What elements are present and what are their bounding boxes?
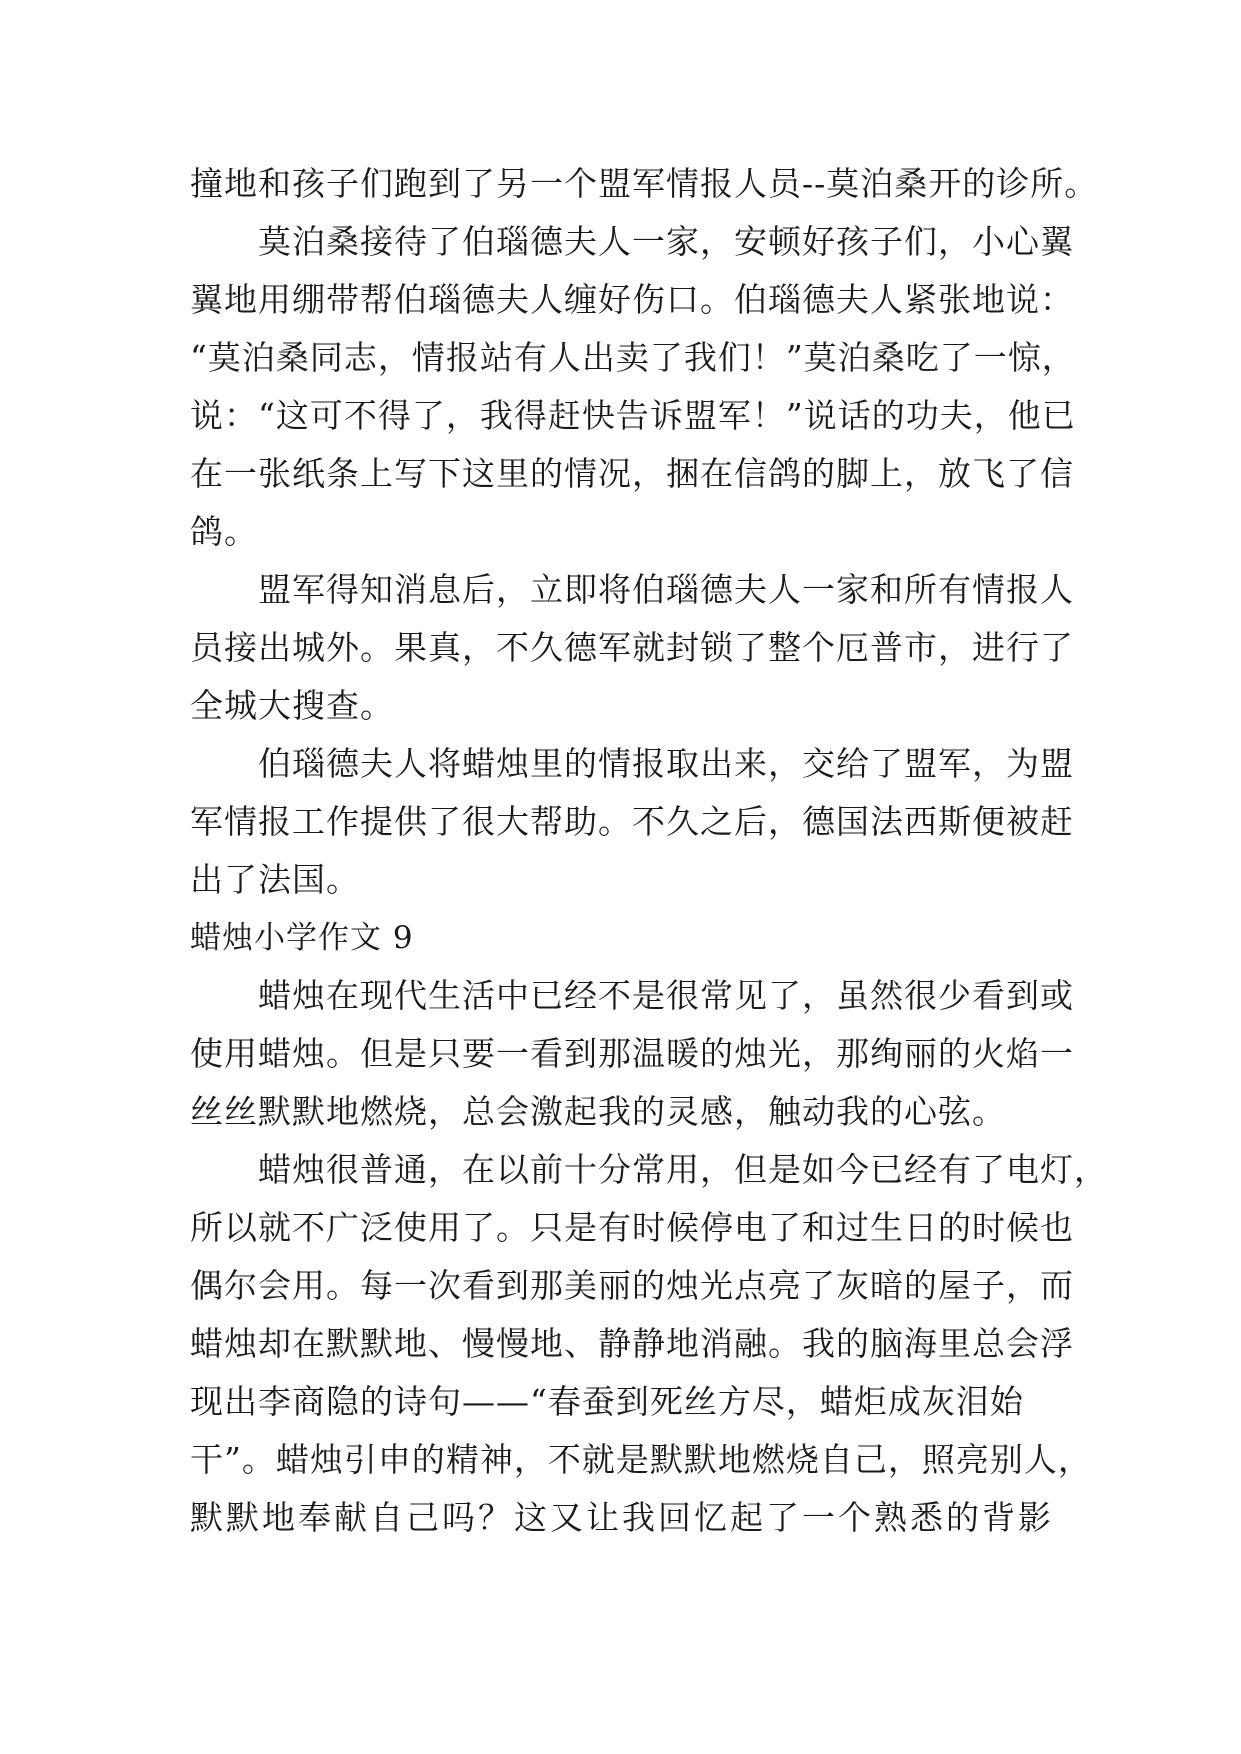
text-line: 全城大搜查。 (190, 686, 394, 725)
text-line: 撞地和孩子们跑到了另一个盟军情报人员--莫泊桑开的诊所。 (190, 164, 1099, 203)
text-line: 翼地用绷带帮伯瑙德夫人缠好伤口。伯瑙德夫人紧张地说： (190, 280, 1074, 319)
paragraph-start-line: 蜡烛很普通，在以前十分常用，但是如今已经有了电灯， (258, 1150, 1108, 1189)
text-line: 默默地奉献自己吗？这又让我回忆起了一个熟悉的背影 (190, 1498, 1054, 1537)
text-line: 现出李商隐的诗句——“春蚕到死丝方尽，蜡炬成灰泪始 (190, 1382, 1024, 1421)
paragraph-start-line: 莫泊桑接待了伯瑙德夫人一家，安顿好孩子们，小心翼 (258, 222, 1074, 261)
text-line: 鸽。 (190, 512, 258, 551)
paragraph-start-line: 蜡烛在现代生活中已经不是很常见了，虽然很少看到或 (258, 976, 1074, 1015)
paragraph-start-line: 盟军得知消息后，立即将伯瑙德夫人一家和所有情报人 (258, 570, 1074, 609)
text-line: 出了法国。 (190, 860, 360, 899)
text-line: 丝丝默默地燃烧，总会激起我的灵感，触动我的心弦。 (190, 1092, 1006, 1131)
text-line: 员接出城外。果真，不久德军就封锁了整个厄普市，进行了 (190, 628, 1074, 667)
text-line: 在一张纸条上写下这里的情况，捆在信鸽的脚上，放飞了信 (190, 454, 1074, 493)
paragraph-start-line: 伯瑙德夫人将蜡烛里的情报取出来，交给了盟军，为盟 (258, 744, 1074, 783)
text-line: 偶尔会用。每一次看到那美丽的烛光点亮了灰暗的屋子，而 (190, 1266, 1074, 1305)
text-line: 军情报工作提供了很大帮助。不久之后，德国法西斯便被赶 (190, 802, 1074, 841)
text-line: 干”。蜡烛引申的精神，不就是默默地燃烧自己，照亮别人， (190, 1440, 1092, 1479)
section-heading: 蜡烛小学作文 9 (190, 920, 414, 956)
text-line: 说：“这可不得了，我得赶快告诉盟军！”说话的功夫，他已 (190, 396, 1076, 435)
text-line: 使用蜡烛。但是只要一看到那温暖的烛光，那绚丽的火焰一 (190, 1034, 1074, 1073)
text-line: 蜡烛却在默默地、慢慢地、静静地消融。我的脑海里总会浮 (190, 1324, 1074, 1363)
text-line: 所以就不广泛使用了。只是有时候停电了和过生日的时候也 (190, 1208, 1074, 1247)
text-line: “莫泊桑同志，情报站有人出卖了我们！”莫泊桑吃了一惊， (190, 338, 1076, 377)
